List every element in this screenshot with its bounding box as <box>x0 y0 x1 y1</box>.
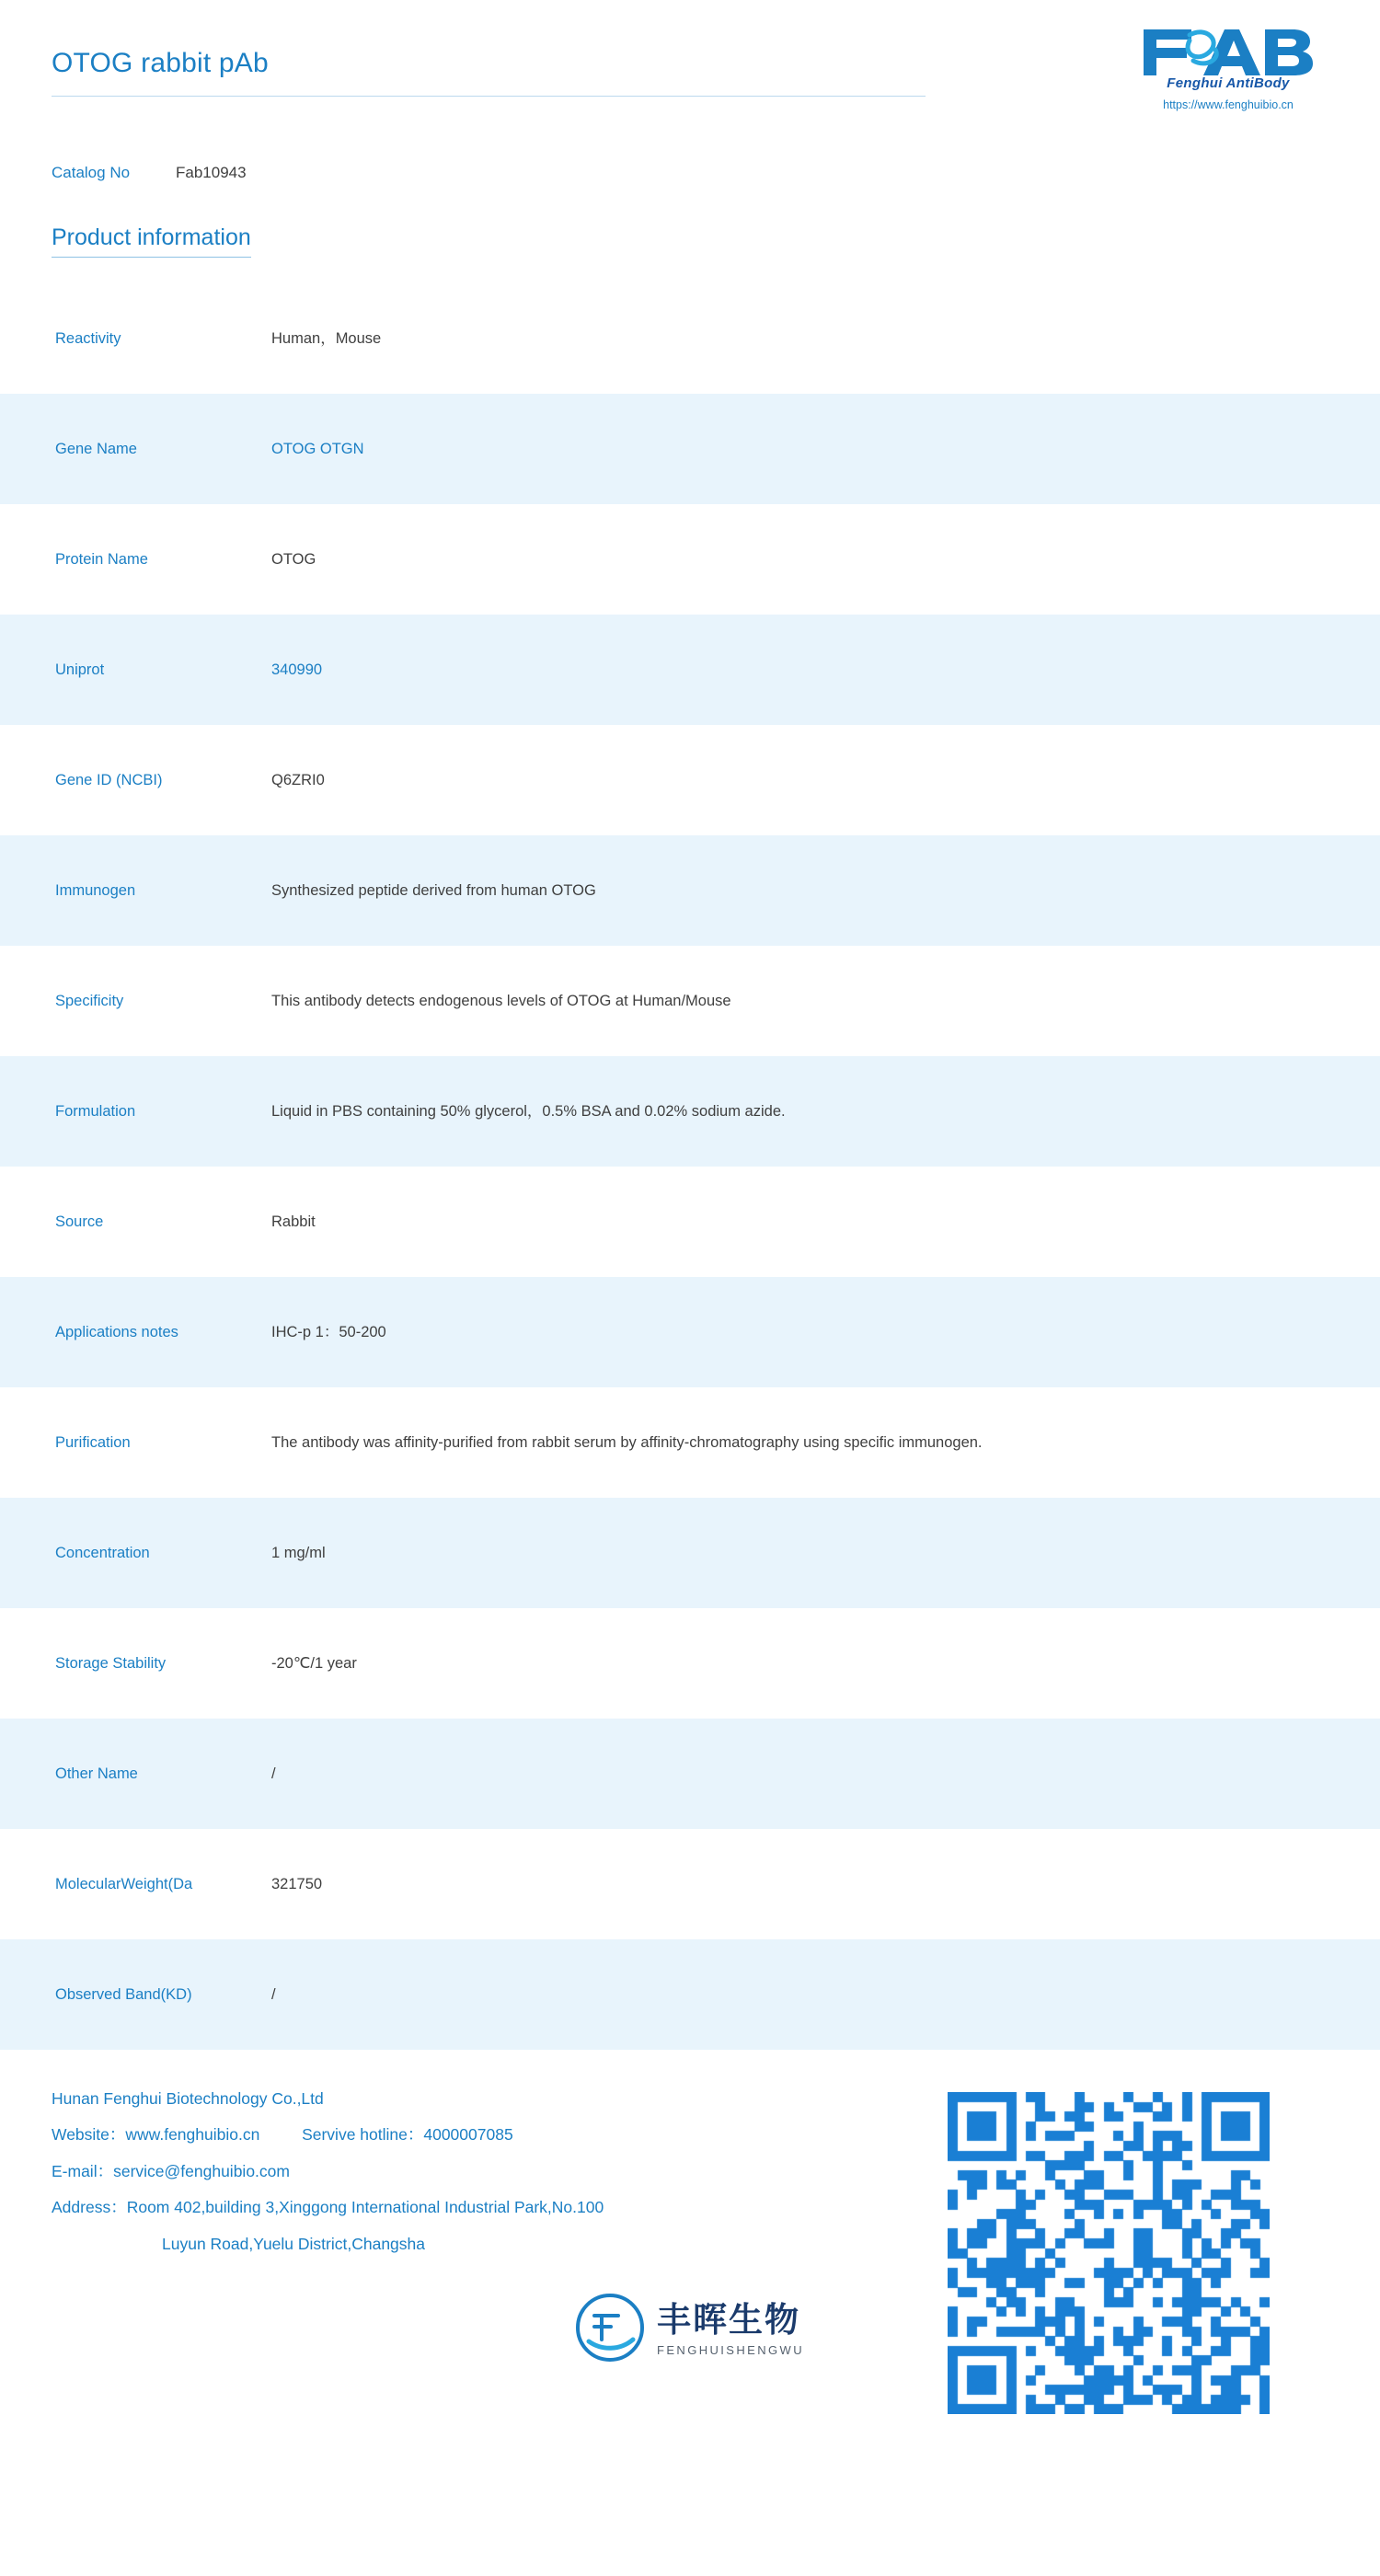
product-information-table <box>0 283 1380 2050</box>
table-row-key: Source <box>55 1213 104 1230</box>
brand-name-pinyin: FENGHUISHENGWU <box>657 2342 804 2357</box>
table-row-value[interactable]: 340990 <box>271 661 323 678</box>
table-row-value: -20℃/1 year <box>271 1654 357 1672</box>
footer-company: Hunan Fenghui Biotechnology Co.,Ltd <box>52 2089 324 2108</box>
table-row <box>0 1056 1380 1167</box>
table-row-value: IHC-p 1：50-200 <box>271 1323 386 1340</box>
table-row <box>0 1829 1380 1939</box>
table-row-value: Q6ZRI0 <box>271 771 325 788</box>
table-row <box>0 946 1380 1056</box>
table-row <box>0 1498 1380 1608</box>
footer-email[interactable]: E-mail：service@fenghuibio.com <box>52 2161 290 2180</box>
table-row <box>0 504 1380 615</box>
table-row <box>0 283 1380 394</box>
table-row-key: Concentration <box>55 1544 150 1561</box>
logo-url[interactable]: https://www.fenghuibio.cn <box>1163 98 1294 111</box>
catalog-label: Catalog No <box>52 164 131 181</box>
footer-address-line-1: Address：Room 402,building 3,Xinggong International Industrial Park,No.100 <box>52 2198 604 2217</box>
table-row-key: MolecularWeight(Da <box>55 1875 193 1892</box>
table-row-key: Observed Band(KD) <box>55 1985 192 2003</box>
catalog-value: Fab10943 <box>176 164 247 181</box>
table-row-value: Rabbit <box>271 1213 316 1230</box>
table-row-key: Specificity <box>55 992 124 1009</box>
table-row-value: The antibody was affinity-purified from rabbit serum by affinity-chromatography using specific immunogen. <box>271 1433 983 1451</box>
catalog-row <box>0 164 1380 182</box>
table-row-key: Gene ID (NCBI) <box>55 771 163 788</box>
fenghui-circle-icon <box>576 2294 644 2366</box>
table-row-key: Immunogen <box>55 881 136 899</box>
fab-logo-icon <box>1122 24 1334 81</box>
table-row-value: Synthesized peptide derived from human OTOG <box>271 881 596 899</box>
page-title: OTOG rabbit pAb <box>52 48 926 97</box>
table-row <box>0 1387 1380 1498</box>
table-row-key: Reactivity <box>55 329 121 347</box>
table-row <box>0 394 1380 504</box>
brand-logo <box>1122 24 1334 111</box>
logo-subtitle: Fenghui AntiBody <box>1167 75 1290 91</box>
table-row <box>0 1277 1380 1387</box>
table-row <box>0 1719 1380 1829</box>
footer-address-line-2: Luyun Road,Yuelu District,Changsha <box>162 2234 426 2253</box>
table-row <box>0 615 1380 725</box>
table-row-key: Storage Stability <box>55 1654 167 1672</box>
table-row-value[interactable]: OTOG OTGN <box>271 440 364 457</box>
table-row <box>0 1608 1380 1719</box>
table-row-value: / <box>271 1985 276 2003</box>
table-row <box>0 1167 1380 1277</box>
table-row-key: Protein Name <box>55 550 148 568</box>
table-row-key: Applications notes <box>55 1323 178 1340</box>
document-header <box>0 0 1380 156</box>
table-row-key: Uniprot <box>55 661 105 678</box>
table-row-value: 1 mg/ml <box>271 1544 326 1561</box>
table-row-value: Liquid in PBS containing 50% glycerol，0.5% BSA and 0.02% sodium azide. <box>271 1102 786 1120</box>
table-row-key: Other Name <box>55 1765 138 1782</box>
table-row-key: Purification <box>55 1433 131 1451</box>
footer-website-hotline <box>52 2117 953 2153</box>
table-row-value: Human，Mouse <box>271 329 382 347</box>
footer-website[interactable]: Website：www.fenghuibio.cn <box>52 2125 260 2145</box>
table-row-value: 321750 <box>271 1875 323 1892</box>
table-row <box>0 1939 1380 2050</box>
qr-code-icon <box>948 2092 1270 2414</box>
table-row-value: OTOG <box>271 550 316 568</box>
document-footer <box>0 2081 1380 2385</box>
table-row-value: / <box>271 1765 276 1782</box>
table-row-key: Formulation <box>55 1102 136 1120</box>
brand-name-cn: 丰晖生物 <box>657 2300 800 2339</box>
section-heading-product-information: Product information <box>52 224 251 258</box>
table-row-key: Gene Name <box>55 440 137 457</box>
table-row-value: This antibody detects endogenous levels of OTOG at Human/Mouse <box>271 992 731 1009</box>
table-row <box>0 835 1380 946</box>
footer-hotline: Servive hotline：4000007085 <box>302 2125 513 2145</box>
table-row <box>0 725 1380 835</box>
